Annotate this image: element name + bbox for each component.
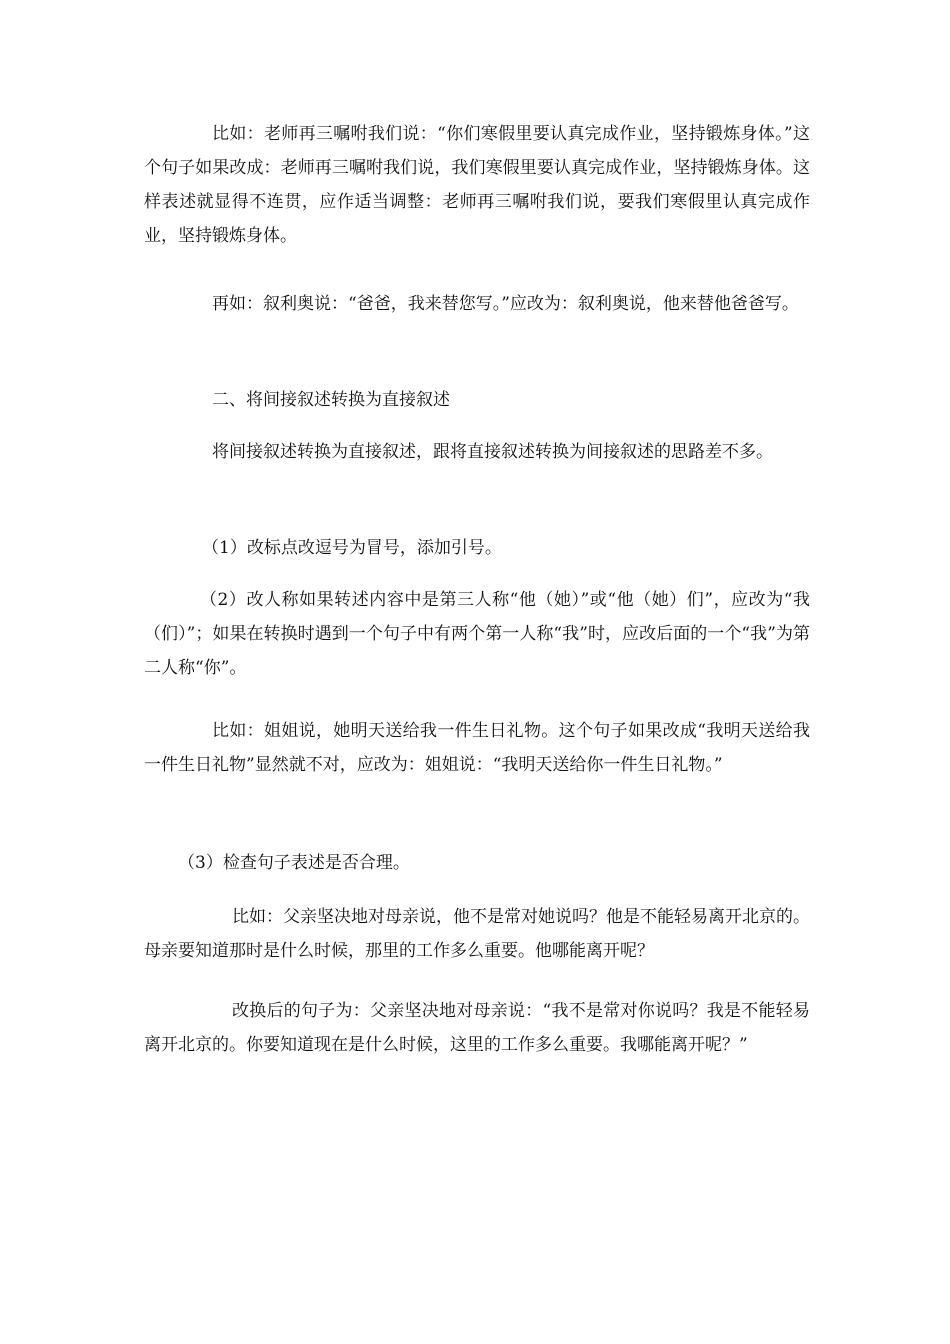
paragraph-example-sirio: 再如：叙利奥说：“爸爸，我来替您写。”应改为：叙利奥说，他来替他爸爸写。 (212, 294, 799, 314)
paragraph-example-rewritten: 改换后的句子为：父亲坚决地对母亲说：“我不是常对你说吗？我是不能轻易离开北京的。你要知道现在是什么时候，这里的工作多么重要。我哪能离开呢？” (144, 1001, 810, 1055)
paragraph-intro: 将间接叙述转换为直接叙述，跟将直接叙述转换为间接叙述的思路差不多。 (212, 442, 773, 462)
paragraph-example-sister: 比如：姐姐说，她明天送给我一件生日礼物。这个句子如果改成“我明天送给我一件生日礼物”显然就不对，应改为：姐姐说：“我明天送给你一件生日礼物。” (144, 721, 810, 775)
paragraph-step-3: （3）检查句子表述是否合理。 (178, 853, 410, 873)
paragraph-step-1: （1）改标点改逗号为冒号，添加引号。 (202, 538, 502, 558)
paragraph-step-2: （2）改人称如果转述内容中是第三人称“他（她）”或“他（她）们”，应改为“我（们）”；如果在转换时遇到一个句子中有两个第一人称“我”时，应改后面的一个“我”为第二人称“你”。 (144, 590, 810, 678)
paragraph-example-father: 比如：父亲坚决地对母亲说，他不是常对她说吗？他是不能轻易离开北京的。母亲要知道那时是什么时候，那里的工作多么重要。他哪能离开呢？ (144, 907, 810, 961)
paragraph-example-teacher: 比如：老师再三嘱咐我们说：“你们寒假里要认真完成作业，坚持锻炼身体。”这个句子如果改成：老师再三嘱咐我们说，我们寒假里要认真完成作业，坚持锻炼身体。这样表述就显得不连贯，应作适当调整：老师再三嘱咐我们说，要我们寒假里认真完成作业，坚持锻炼身体。 (144, 124, 810, 246)
section-heading-indirect-to-direct: 二、将间接叙述转换为直接叙述 (212, 390, 450, 410)
